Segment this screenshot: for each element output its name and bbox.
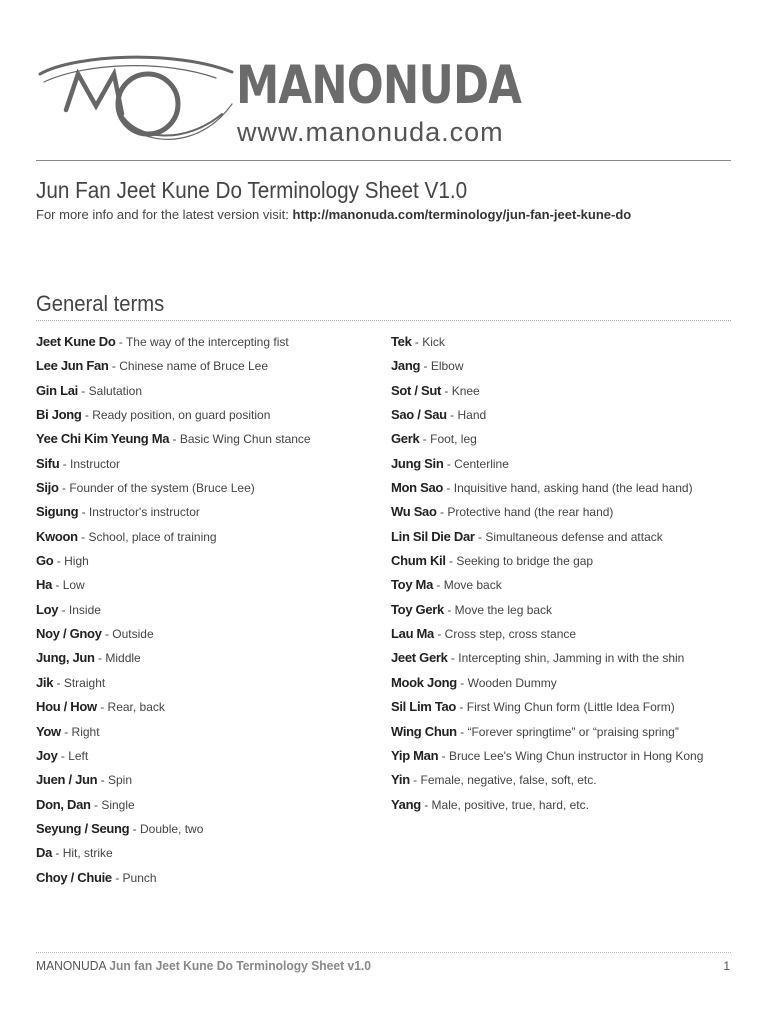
term-separator: - (77, 383, 89, 398)
term-definition: Centerline (454, 456, 509, 471)
term-item (36, 503, 376, 527)
term-definition: Cross step, cross stance (444, 627, 577, 642)
header-divider (36, 160, 731, 161)
term-separator: - (447, 651, 459, 666)
term-item (391, 357, 736, 381)
term-name: Yin (391, 772, 410, 788)
term-separator: - (129, 821, 140, 836)
term-item (36, 528, 376, 552)
term-separator: - (97, 773, 108, 788)
term-definition: Double, two (140, 821, 204, 836)
term-definition: Founder of the system (Bruce Lee) (69, 481, 255, 496)
term-definition: Middle (105, 651, 141, 666)
term-name: Jung, Jun (36, 650, 95, 666)
term-separator: - (456, 675, 468, 690)
manonuda-logo (36, 52, 236, 152)
term-separator: - (438, 748, 449, 763)
term-definition: Rear, back (107, 700, 165, 715)
term-definition: Female, negative, false, soft, etc. (420, 773, 597, 788)
term-definition: Foot, leg (430, 432, 477, 447)
term-item (36, 455, 376, 479)
term-name: Juen / Jun (36, 772, 98, 788)
term-separator: - (101, 627, 113, 642)
term-definition: Protective hand (the rear hand) (447, 505, 614, 520)
term-item (391, 430, 736, 454)
term-name: Go (36, 553, 54, 569)
intro-text: For more info and for the latest version visit: (36, 207, 293, 222)
term-name: Yang (391, 796, 421, 812)
term-item (391, 796, 736, 820)
term-separator: - (456, 724, 468, 739)
term-separator: - (419, 432, 431, 447)
website-url[interactable]: www.manonuda.com (237, 117, 504, 147)
term-separator: - (433, 627, 445, 642)
term-name: Wu Sao (391, 504, 437, 520)
term-definition: Elbow (430, 359, 464, 374)
term-item (391, 674, 736, 698)
term-name: Noy / Gnoy (36, 626, 102, 642)
term-name: Gin Lai (36, 382, 78, 398)
term-item (391, 528, 736, 552)
term-definition: Hit, strike (62, 846, 113, 861)
term-name: Toy Ma (391, 577, 434, 593)
term-definition: Left (68, 748, 89, 763)
term-name: Jung Sin (391, 455, 444, 471)
term-definition: Single (101, 797, 135, 812)
term-definition: “Forever springtime” or “praising spring” (467, 724, 679, 739)
term-item (36, 479, 376, 503)
term-item (36, 844, 376, 868)
terminology-link[interactable]: http://manonuda.com/terminology/jun-fan-jeet-kune-do (292, 207, 632, 222)
term-name: Kwoon (36, 528, 78, 544)
term-item (36, 869, 376, 893)
term-separator: - (474, 529, 486, 544)
term-item (391, 333, 736, 357)
term-definition: Seeking to bridge the gap (456, 554, 594, 569)
term-separator: - (60, 724, 72, 739)
term-name: Choy / Chuie (36, 869, 112, 885)
term-name: Wing Chun (391, 723, 457, 739)
term-definition: Instructor (70, 456, 121, 471)
term-name: Lau Ma (391, 626, 434, 642)
term-name: Da (36, 845, 53, 861)
term-definition: School, place of training (88, 529, 217, 544)
term-separator: - (94, 651, 106, 666)
term-item (36, 382, 376, 406)
term-definition: Ready position, on guard position (92, 408, 271, 423)
term-definition: Knee (451, 383, 480, 398)
term-definition: Kick (422, 335, 445, 349)
term-name: Lin Sil Die Dar (391, 528, 475, 544)
term-item (391, 406, 736, 430)
term-item (36, 625, 376, 649)
term-item (391, 455, 736, 479)
term-name: Tek (391, 334, 412, 349)
section-divider (36, 320, 731, 321)
term-item (391, 723, 736, 747)
footer-text (36, 958, 371, 974)
term-definition: Basic Wing Chun stance (179, 432, 311, 447)
term-separator: - (52, 846, 63, 861)
term-separator: - (446, 408, 458, 423)
term-name: Lee Jun Fan (36, 358, 109, 374)
term-definition: First Wing Chun form (Little Idea Form) (466, 700, 675, 715)
term-definition: Inquisitive hand, asking hand (the lead hand) (453, 481, 693, 496)
term-name: Jeet Kune Do (36, 334, 116, 349)
term-item (36, 601, 376, 625)
term-item (391, 698, 736, 722)
term-definition: Right (71, 724, 100, 739)
term-item (391, 601, 736, 625)
term-separator: - (58, 481, 70, 496)
term-definition: Male, positive, true, hard, etc. (431, 797, 589, 812)
term-definition: Hand (457, 408, 487, 423)
term-separator: - (108, 359, 120, 374)
term-item (36, 406, 376, 430)
term-name: Don, Dan (36, 796, 91, 812)
term-item (391, 552, 736, 576)
term-item (36, 674, 376, 698)
term-item (391, 649, 736, 673)
section-title: General terms (36, 291, 165, 316)
term-separator: - (420, 359, 431, 374)
term-item (391, 771, 736, 795)
brand-name: MANONUDA (236, 55, 522, 116)
term-definition: Low (62, 578, 85, 593)
term-name: Chum Kil (391, 553, 446, 569)
term-definition: Bruce Lee's Wing Chun instructor in Hong Kong (448, 748, 704, 763)
term-separator: - (441, 383, 452, 398)
term-name: Sil Lim Tao (391, 699, 457, 715)
term-separator: - (59, 456, 71, 471)
term-name: Seyung / Seung (36, 820, 130, 836)
term-item (391, 479, 736, 503)
term-item (36, 649, 376, 673)
term-name: Hou / How (36, 699, 97, 715)
term-definition: Simultaneous defense and attack (485, 529, 663, 544)
term-item (36, 771, 376, 795)
term-name: Sijo (36, 480, 59, 496)
term-separator: - (409, 773, 421, 788)
term-definition: High (64, 554, 89, 569)
term-separator: - (445, 554, 457, 569)
term-name: Sifu (36, 455, 60, 471)
term-item (36, 333, 376, 357)
term-item (36, 576, 376, 600)
term-separator: - (90, 797, 102, 812)
term-separator: - (169, 432, 180, 447)
term-name: Sot / Sut (391, 382, 442, 398)
term-item (391, 382, 736, 406)
term-item (391, 747, 736, 771)
term-name: Jang (391, 358, 421, 374)
term-separator: - (456, 700, 467, 715)
term-separator: - (111, 870, 123, 885)
term-name: Jeet Gerk (391, 650, 448, 666)
term-item (36, 552, 376, 576)
term-item (391, 625, 736, 649)
term-definition: Straight (63, 675, 106, 690)
term-name: Sao / Sau (391, 407, 447, 423)
term-item (36, 357, 376, 381)
term-definition: Move the leg back (454, 602, 553, 617)
footer-divider (36, 952, 731, 953)
footer-brand: MANONUDA (36, 958, 106, 973)
term-separator: - (57, 748, 69, 763)
page-number: 1 (723, 959, 730, 973)
term-name: Toy Gerk (391, 601, 444, 617)
term-item (36, 698, 376, 722)
footer-title: Jun fan Jeet Kune Do Terminology Sheet v1.0 (109, 958, 372, 973)
term-definition: The way of the intercepting fist (125, 335, 289, 349)
term-definition: Chinese name of Bruce Lee (119, 359, 268, 374)
term-separator: - (77, 529, 89, 544)
term-definition: Spin (107, 773, 132, 788)
term-separator: - (53, 554, 65, 569)
term-item (36, 747, 376, 771)
term-item (36, 820, 376, 844)
term-name: Gerk (391, 431, 420, 447)
term-definition: Outside (112, 627, 154, 642)
term-name: Yee Chi Kim Yeung Ma (36, 431, 170, 447)
term-separator: - (420, 797, 432, 812)
term-definition: Wooden Dummy (467, 675, 557, 690)
term-name: Jik (36, 674, 54, 690)
term-separator: - (96, 700, 108, 715)
term-item (36, 430, 376, 454)
term-name: Sigung (36, 504, 79, 520)
term-definition: Inside (68, 602, 101, 617)
intro-line (36, 207, 631, 223)
terms-right-column (391, 333, 736, 820)
term-definition: Punch (122, 870, 157, 885)
term-name: Mon Sao (391, 480, 444, 496)
term-item (36, 723, 376, 747)
term-separator: - (433, 578, 444, 593)
term-separator: - (115, 335, 126, 349)
terms-left-column (36, 333, 376, 893)
term-item (391, 576, 736, 600)
term-name: Loy (36, 601, 59, 617)
term-name: Bi Jong (36, 407, 82, 423)
term-item (36, 796, 376, 820)
term-name: Yip Man (391, 747, 439, 763)
term-separator: - (53, 675, 64, 690)
term-name: Mook Jong (391, 674, 457, 690)
document-title: Jun Fan Jeet Kune Do Terminology Sheet V1.0 (36, 177, 468, 203)
term-separator: - (436, 505, 448, 520)
term-separator: - (411, 335, 423, 349)
term-name: Joy (36, 747, 58, 763)
term-name: Yow (36, 723, 61, 739)
term-separator: - (58, 602, 69, 617)
term-definition: Move back (443, 578, 502, 593)
term-item (391, 503, 736, 527)
term-definition: Salutation (88, 383, 143, 398)
term-definition: Intercepting shin, Jamming in with the shin (458, 651, 685, 666)
term-separator: - (78, 505, 89, 520)
term-separator: - (443, 456, 455, 471)
term-separator: - (81, 408, 93, 423)
term-separator: - (52, 578, 63, 593)
term-name: Ha (36, 577, 53, 593)
term-separator: - (444, 602, 455, 617)
term-separator: - (443, 481, 454, 496)
term-definition: Instructor's instructor (88, 505, 200, 520)
